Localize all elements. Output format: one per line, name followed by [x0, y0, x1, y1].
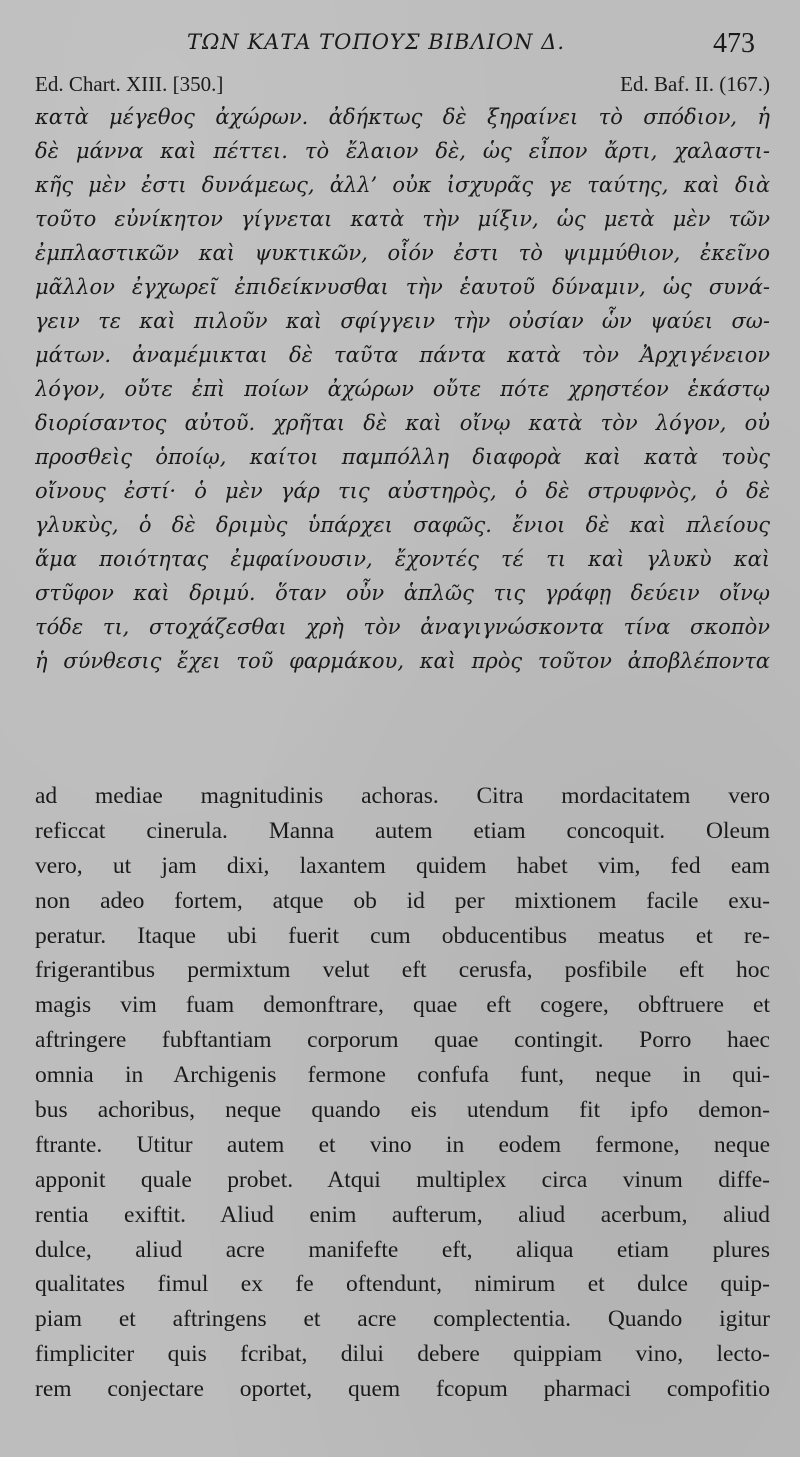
- running-head: [0, 28, 800, 64]
- greek-text-line: στῦφον καὶ δριμύ. ὅταν οὖν ἁπλῶς τις γράφῃ δεύειν οἴνῳ: [35, 581, 770, 605]
- latin-text-line: bus achoribus, neque quando eis utendum fit ipfo demon-: [35, 1097, 770, 1124]
- latin-text-line: rentia exiftit. Aliud enim aufterum, aliud acerbum, aliud: [35, 1201, 770, 1228]
- greek-text-line: γλυκὺς, ὁ δὲ δριμὺς ὑπάρχει σαφῶς. ἔνιοι δὲ καὶ πλείους: [35, 513, 770, 537]
- latin-text-line: ad mediae magnitudinis achoras. Citra mordacitatem vero: [35, 783, 770, 809]
- greek-text-line: κῆς μὲν ἐστι δυνάμεως, ἀλλ’ οὐκ ἰσχυρᾶς γε ταύτης, καὶ διὰ: [35, 173, 770, 197]
- edition-chart-reference: Ed. Chart. XIII. [350.]: [35, 72, 224, 96]
- greek-text-line: ἡ σύνθεσις ἔχει τοῦ φαρμάκου, καὶ πρὸς τοῦτον ἀποβλέποντα: [35, 649, 770, 673]
- latin-text-line: piam et aftringens et acre complectentia. Quando igitur: [35, 1306, 770, 1333]
- latin-text-line: peratur. Itaque ubi fuerit cum obducentibus meatus et re-: [35, 922, 770, 949]
- latin-text-line: magis vim fuam demonftrare, quae eft cogere, obftruere et: [35, 992, 770, 1019]
- greek-text-line: ἐμπλαστικῶν καὶ ψυκτικῶν, οἷόν ἐστι τὸ ψιμμύθιον, ἐκεῖνο: [35, 241, 770, 265]
- greek-text-line: μάτων. ἀναμέμικται δὲ ταῦτα πάντα κατὰ τὸν Ἀρχιγένειον: [35, 343, 770, 367]
- greek-text-line: κατὰ μέγεθος ἀχώρων. ἀδήκτως δὲ ξηραίνει τὸ σπόδιον, ἡ: [35, 105, 770, 129]
- greek-text-block: [35, 100, 770, 678]
- latin-text-line: frigerantibus permixtum velut eft cerusfa, posfibile eft hoc: [35, 957, 770, 984]
- edition-references: [35, 72, 770, 102]
- running-title: ΤΩΝ ΚΑΤΑ ΤΟΠΟΥΣ ΒΙΒΛΙΟΝ Δ.: [187, 30, 566, 54]
- latin-text-line: non adeo fortem, atque ob id per mixtionem facile exu-: [35, 887, 770, 914]
- latin-text-line: rem conjectare oportet, quem fcopum pharmaci compofitio: [35, 1376, 770, 1403]
- greek-text-line: προσθεὶς ὁποίῳ, καίτοι παμπόλλη διαφορὰ καὶ κατὰ τοὺς: [35, 445, 770, 469]
- greek-text-line: διορίσαντος αὐτοῦ. χρῆται δὲ καὶ οἴνῳ κατὰ τὸν λόγον, οὐ: [35, 411, 770, 435]
- latin-text-line: aftringere fubftantiam corporum quae contingit. Porro haec: [35, 1027, 770, 1054]
- latin-text-line: qualitates fimul ex fe oftendunt, nimirum et dulce quip-: [35, 1271, 770, 1298]
- greek-text-line: οἴνους ἐστί· ὁ μὲν γάρ τις αὐστηρὸς, ὁ δὲ στρυφνὸς, ὁ δὲ: [35, 479, 770, 503]
- latin-text-line: apponit quale probet. Atqui multiplex circa vinum diffe-: [35, 1166, 770, 1193]
- latin-text-line: reficcat cinerula. Manna autem etiam concoquit. Oleum: [35, 817, 770, 844]
- greek-text-line: δὲ μάννα καὶ πέττει. τὸ ἔλαιον δὲ, ὡς εἶπον ἄρτι, χαλαστι-: [35, 139, 770, 163]
- latin-text-block: [35, 779, 770, 1407]
- latin-text-line: vero, ut jam dixi, laxantem quidem habet vim, fed eam: [35, 852, 770, 879]
- latin-text-line: fimpliciter quis fcribat, dilui debere quippiam vino, lecto-: [35, 1341, 770, 1368]
- greek-text-line: τόδε τι, στοχάζεσθαι χρὴ τὸν ἀναγιγνώσκοντα τίνα σκοπὸν: [35, 615, 770, 639]
- latin-text-line: dulce, aliud acre manifefte eft, aliqua etiam plures: [35, 1236, 770, 1263]
- latin-text-line: ftrante. Utitur autem et vino in eodem fermone, neque: [35, 1131, 770, 1158]
- latin-text-line: omnia in Archigenis fermone confufa funt, neque in qui-: [35, 1062, 770, 1089]
- edition-basel-reference: Ed. Baf. II. (167.): [620, 72, 770, 96]
- greek-text-line: μᾶλλον ἐγχωρεῖ ἐπιδείκνυσθαι τὴν ἑαυτοῦ δύναμιν, ὡς συνά-: [35, 275, 770, 299]
- greek-text-line: γειν τε καὶ πιλοῦν καὶ σφίγγειν τὴν οὐσίαν ὧν ψαύει σω-: [35, 309, 770, 333]
- greek-text-line: λόγον, οὔτε ἐπὶ ποίων ἀχώρων οὔτε πότε χρηστέον ἑκάστῳ: [35, 377, 770, 401]
- greek-text-line: ἅμα ποιότητας ἐμφαίνουσιν, ἔχοντές τέ τι καὶ γλυκὺ καὶ: [35, 547, 770, 571]
- greek-text-line: τοῦτο εὐνίκητον γίγνεται κατὰ τὴν μίξιν, ὡς μετὰ μὲν τῶν: [35, 207, 770, 231]
- page-number: 473: [713, 28, 755, 59]
